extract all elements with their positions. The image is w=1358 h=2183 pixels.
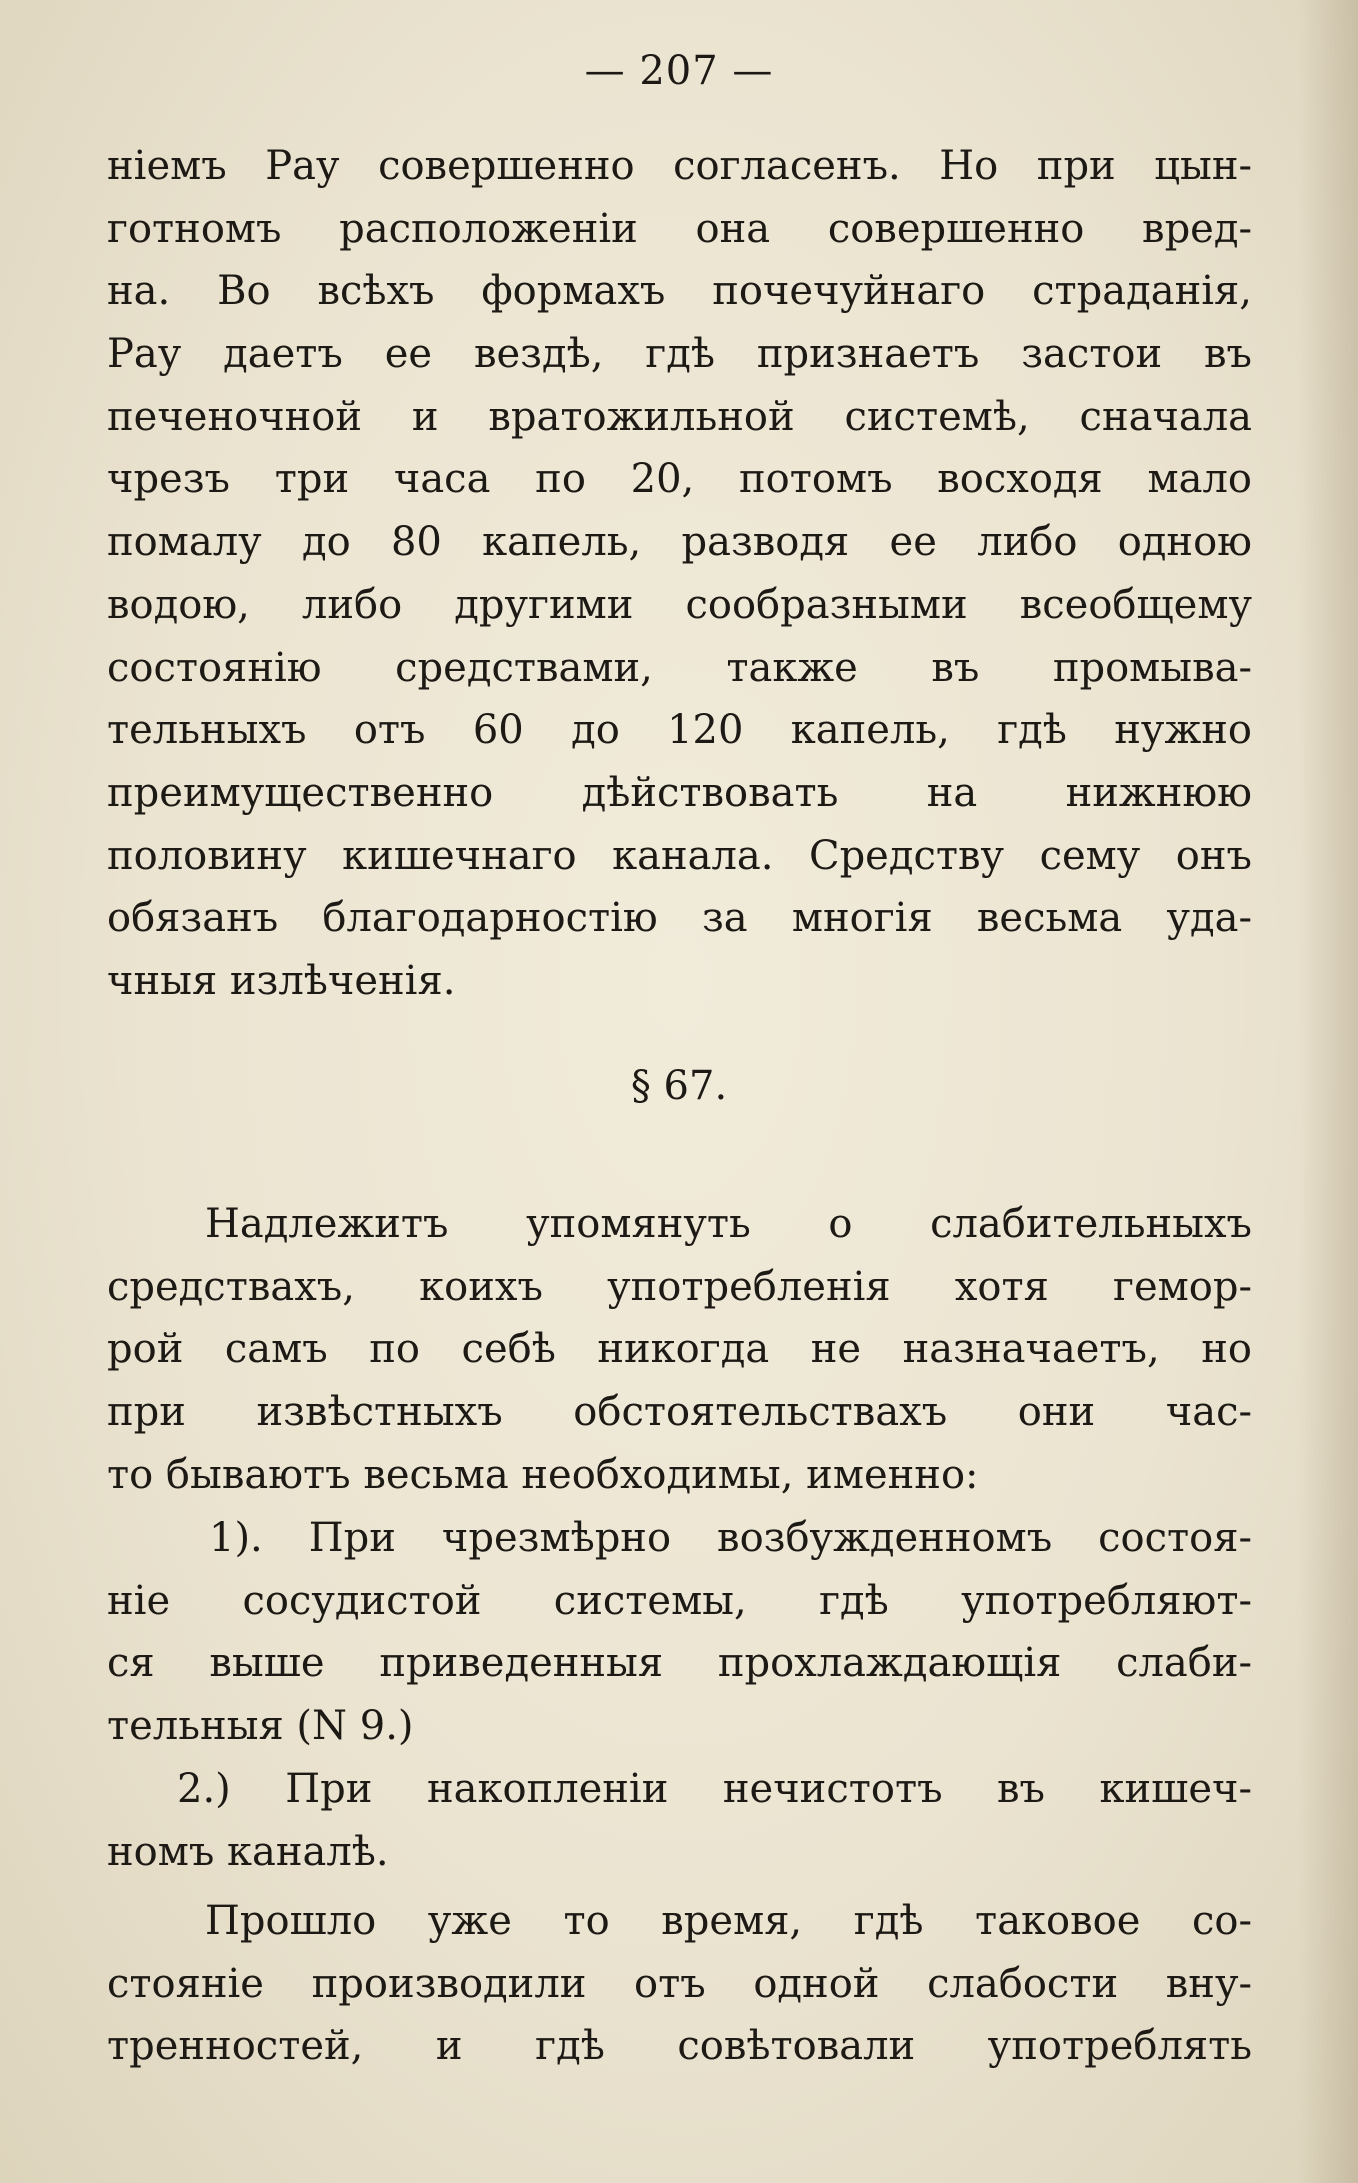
text-line: водою, либо другими сообразными всеобщему [107, 581, 1252, 628]
text-line: то бываютъ весьма необходимы, именно: [107, 1451, 979, 1498]
text-line: рой самъ по себѣ никогда не назначаетъ, но [107, 1326, 1252, 1373]
text-line: тельныя (N 9.) [107, 1703, 414, 1750]
list-item-2 [107, 1758, 1252, 1883]
paragraph-last [107, 1890, 1252, 2078]
text-line: Рау даетъ ее вездѣ, гдѣ признаетъ застои въ [107, 331, 1252, 378]
list-item-1 [107, 1507, 1252, 1758]
text-line: Надлежитъ упомянуть о слабительныхъ [205, 1201, 1252, 1247]
text-line: Прошло уже то время, гдѣ таковое со- [205, 1898, 1252, 1944]
text-line: тренностей, и гдѣ совѣтовали употреблять [107, 2023, 1252, 2070]
text-line: обязанъ благодарностiю за многiя весьма уда- [107, 895, 1252, 942]
text-line: чныя излѣченiя. [107, 957, 456, 1004]
text-line: состоянiю средствами, также въ промыва- [107, 644, 1252, 691]
text-line: на. Во всѣхъ формахъ почечуйнаго страданiя, [107, 268, 1252, 315]
text-line: 1). При чрезмѣрно возбужденномъ состоя- [209, 1515, 1252, 1561]
text-line: готномъ расположенiи она совершенно вред- [107, 205, 1252, 252]
page-number: — 207 — [584, 48, 774, 94]
text-line: стоянiе производили отъ одной слабости вну- [107, 1960, 1252, 2007]
text-line: половину кишечнаго канала. Средству сему онъ [107, 832, 1252, 879]
paragraph-section [107, 1193, 1252, 1506]
section-heading: § 67. [630, 1063, 728, 1109]
text-line: чрезъ три часа по 20, потомъ восходя мало [107, 456, 1252, 503]
text-line: печеночной и вратожильной системѣ, сначала [107, 393, 1252, 440]
text-line: тельныхъ отъ 60 до 120 капель, гдѣ нужно [107, 707, 1252, 754]
text-line: при извѣстныхъ обстоятельствахъ они час- [107, 1389, 1252, 1436]
paragraph-top [107, 135, 1252, 1013]
text-line: номъ каналѣ. [107, 1828, 389, 1875]
text-line: 2.) При накопленiи нечистотъ въ кишеч- [177, 1766, 1252, 1812]
text-line: преимущественно дѣйствовать на нижнюю [107, 769, 1252, 816]
text-line: нiемъ Рау совершенно согласенъ. Но при цын- [107, 143, 1252, 189]
text-line: помалу до 80 капель, разводя ее либо одною [107, 519, 1252, 566]
text-line: нiе сосудистой системы, гдѣ употребляют- [107, 1577, 1252, 1624]
text-line: средствахъ, коихъ употребленiя хотя гемор- [107, 1263, 1252, 1310]
text-line: ся выше приведенныя прохлаждающiя слаби- [107, 1640, 1252, 1687]
